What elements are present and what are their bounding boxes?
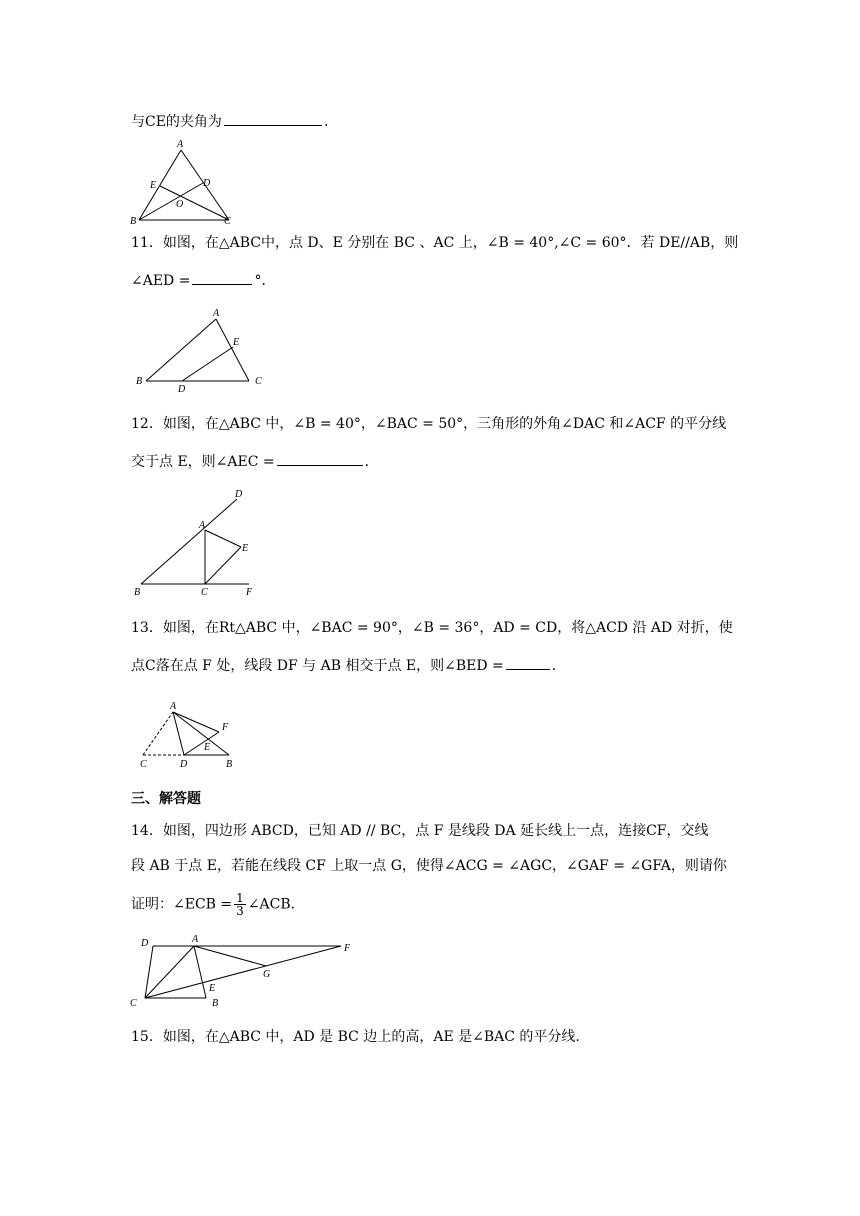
q14-line2: 段 AB 于点 E，若能在线段 CF 上取一点 G，使得∠ACG = ∠AGC，∠GAF = ∠GFA，则请你 bbox=[131, 858, 727, 874]
fig10-label-b: B bbox=[130, 216, 137, 227]
fig12-label-c: C bbox=[201, 587, 208, 598]
q12-line2-post: . bbox=[364, 454, 370, 470]
fig12-label-a: A bbox=[199, 520, 206, 531]
q13-line2-post: . bbox=[551, 658, 557, 674]
fig14-label-g: G bbox=[263, 969, 271, 980]
section-heading: 三、解答题 bbox=[131, 791, 201, 807]
fig13-label-d: D bbox=[180, 759, 188, 770]
fig13-label-e: E bbox=[204, 742, 211, 753]
fig13-label-a: A bbox=[170, 701, 177, 712]
q10-end: . bbox=[323, 114, 329, 130]
fraction-one-third: $\frac{1}{3}$ bbox=[236, 891, 244, 918]
fig10-label-d: D bbox=[203, 178, 211, 189]
fig14-label-f: F bbox=[344, 943, 351, 954]
fig11-label-d: D bbox=[178, 384, 186, 395]
fig10-label-a: A bbox=[177, 139, 184, 150]
fig12-label-d: D bbox=[235, 489, 243, 500]
fig10-label-c: C bbox=[224, 216, 231, 227]
fig14-label-a: A bbox=[192, 934, 199, 945]
fig14-label-b: B bbox=[212, 998, 219, 1009]
fig11-label-c: C bbox=[255, 376, 262, 387]
fig12-label-b: B bbox=[134, 587, 141, 598]
q13-line1: 13．如图，在Rt△ABC 中，∠BAC = 90°，∠B = 36°，AD = CD，将△ACD 沿 AD 对折，使 bbox=[131, 620, 733, 636]
fig11-label-a: A bbox=[213, 308, 220, 319]
fig11-label-e: E bbox=[233, 337, 240, 348]
fig14-label-c: C bbox=[130, 998, 137, 1009]
q11-line2-pre: ∠AED = bbox=[131, 273, 191, 289]
q15-line1: 15．如图，在△ABC 中，AD 是 BC 边上的高，AE 是∠BAC 的平分线. bbox=[131, 1029, 580, 1045]
q10-tail-text: 与CE的夹角为 bbox=[131, 114, 222, 130]
fig14-label-d: D bbox=[141, 938, 149, 949]
fig14-label-e: E bbox=[209, 983, 216, 994]
fig12-label-f: F bbox=[246, 587, 253, 598]
q14-line1: 14．如图，四边形 ABCD，已知 AD // BC，点 F 是线段 DA 延长线上一点，连接CF，交线 bbox=[131, 823, 709, 839]
q14-line3-pre: 证明：∠ECB = bbox=[131, 896, 233, 913]
q12-line1: 12．如图，在△ABC 中，∠B = 40°，∠BAC = 50°，三角形的外角∠DAC 和∠ACF 的平分线 bbox=[131, 416, 727, 432]
q11-line2-post: °． bbox=[254, 273, 276, 289]
fig11-label-b: B bbox=[136, 376, 143, 387]
fig12-label-e: E bbox=[242, 543, 249, 554]
q13-line2-pre: 点C落在点 F 处，线段 DF 与 AB 相交于点 E，则∠BED = bbox=[131, 658, 504, 674]
q14-line3-post: ∠ACB． bbox=[247, 896, 305, 913]
fig13-label-b: B bbox=[226, 759, 233, 770]
fig10-label-o: O bbox=[176, 199, 184, 210]
q11-line1: 11．如图，在△ABC中，点 D、E 分别在 BC 、AC 上，∠B = 40°,∠C = 60°．若 DE//AB，则 bbox=[131, 235, 739, 251]
q12-line2-pre: 交于点 E，则∠AEC = bbox=[131, 454, 275, 470]
fig10-label-e: E bbox=[150, 180, 157, 191]
fig13-label-c: C bbox=[140, 759, 147, 770]
fig13-label-f: F bbox=[222, 722, 229, 733]
